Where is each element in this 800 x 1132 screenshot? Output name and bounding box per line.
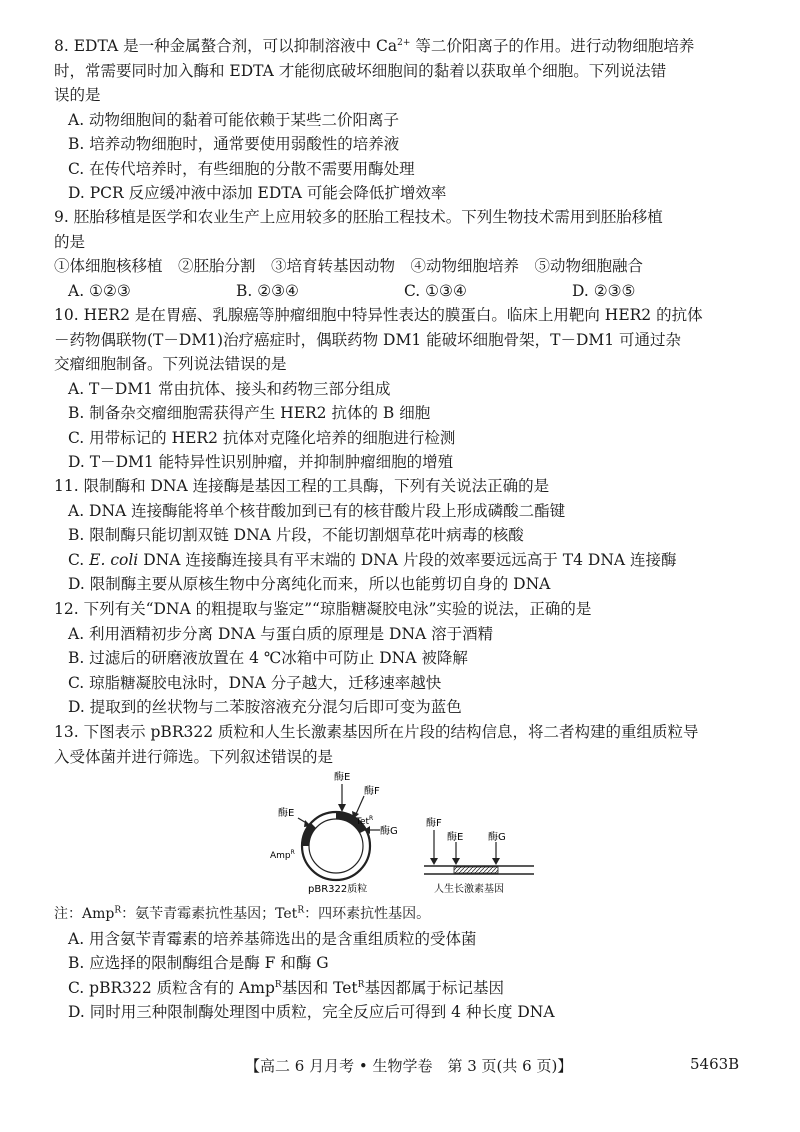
question-11 [54,474,754,597]
gene-fragment-diagram [424,816,534,895]
q8-option-b: B. 培养动物细胞时，通常要使用弱酸性的培养液 [68,135,400,153]
plasmid-diagram [270,770,398,895]
plasmid-caption: pBR322质粒 [308,884,368,895]
q12-option-d: D. 提取到的丝状物与二苯胺溶液充分混匀后即可变为蓝色 [68,698,462,716]
q12-option-b: B. 过滤后的研磨液放置在 4 ℃冰箱中可防止 DNA 被降解 [68,649,468,667]
q8-stem-line2: 时，常需要同时加入酶和 EDTA 才能彻底破坏细胞间的黏着以获取单个细胞。下列说法错 [54,61,667,80]
q13-option-c: C. pBR322 质粒含有的 Amp$^R$基因和 Tet$^R$基因都属于标记基因 [68,978,504,997]
q13-option-d: D. 同时用三种限制酶处理图中质粒，完全反应后可得到 4 种长度 DNA [68,1003,555,1021]
q10-stem-line2: －药物偶联物(T－DM1)治疗癌症时，偶联药物 DM1 能破坏细胞骨架，T－DM1 可通过杂 [54,330,682,349]
q9-option-d: D. ②③⑤ [572,281,636,300]
plasmid-figure [264,768,539,898]
q8-option-c: C. 在传代培养时，有些细胞的分散不需要用酶处理 [68,159,415,178]
q13-stem-line2: 入受体菌并进行筛选。下列叙述错误的是 [54,747,334,766]
q8-option-a: A. 动物细胞间的黏着可能依赖于某些二价阳离子 [68,110,400,129]
question-8 [54,34,754,206]
q10-stem-line3: 交瘤细胞制备。下列说法错误的是 [54,355,287,373]
q9-items: ①体细胞核移植 ②胚胎分割 ③培育转基因动物 ④动物细胞培养 ⑤动物细胞融合 [54,257,644,275]
q11-option-d: D. 限制酶主要从原核生物中分离纯化而来，所以也能剪切自身的 DNA [68,575,551,593]
label-enzyme-f-gene: 酶F [426,818,442,829]
q12-option-a: A. 利用酒精初步分离 DNA 与蛋白质的原理是 DNA 溶于酒精 [68,624,494,643]
q10-option-c: C. 用带标记的 HER2 抗体对克隆化培养的细胞进行检测 [68,428,456,447]
q8-option-d: D. PCR 反应缓冲液中添加 EDTA 可能会降低扩增效率 [68,184,447,202]
question-13 [54,720,754,769]
q11-option-a: A. DNA 连接酶能将单个核苷酸加到已有的核苷酸片段上形成磷酸二酯键 [68,501,566,520]
label-enzyme-e-top: 酶E [334,772,351,783]
question-12 [54,597,754,720]
label-enzyme-f: 酶F [364,786,380,797]
q13-option-a: A. 用含氨苄青霉素的培养基筛选出的是含重组质粒的受体菌 [68,929,477,948]
q9-options [54,279,754,304]
q13-stem-line1: 13. 下图表示 pBR322 质粒和人生长激素基因所在片段的结构信息，将二者构建的重组质粒导 [54,723,699,741]
q13-option-b: B. 应选择的限制酶组合是酶 F 和酶 G [68,954,329,972]
label-enzyme-e-gene: 酶E [447,832,464,843]
q13-note: 注：Amp$^R$：氨苄青霉素抗性基因；Tet$^R$：四环素抗性基因。 [54,905,431,922]
label-tet-resistance: Tet$^R$ [356,815,374,827]
q10-option-b: B. 制备杂交瘤细胞需获得产生 HER2 抗体的 B 细胞 [68,404,431,422]
q11-option-c: C. E. coli DNA 连接酶连接具有平末端的 DNA 片段的效率要远远高于 T4 DNA 连接酶 [68,550,677,569]
q9-option-b: B. ②③④ [236,281,299,300]
q10-option-a: A. T－DM1 常由抗体、接头和药物三部分组成 [68,379,391,398]
q10-option-d: D. T－DM1 能特异性识别肿瘤，并抑制肿瘤细胞的增殖 [68,453,454,471]
q9-option-a: A. ①②③ [68,281,131,300]
label-enzyme-g-plasmid: 酶G [380,826,398,837]
q9-option-c: C. ①③④ [404,281,467,300]
q10-stem-line1: 10. HER2 是在胃癌、乳腺癌等肿瘤细胞中特异性表达的膜蛋白。临床上用靶向 HER2 的抗体 [54,306,703,324]
question-9 [54,205,754,303]
q9-stem-line1: 9. 胚胎移植是医学和农业生产上应用较多的胚胎工程技术。下列生物技术需用到胚胎移植 [54,208,663,226]
question-10 [54,303,754,475]
footer-paper-code: 5463B [690,1055,740,1073]
q8-stem-line3: 误的是 [54,86,101,104]
q8-stem-line1: 8. EDTA 是一种金属螯合剂，可以抑制溶液中 $Ca^{2+}$ 等二价阳离子的作用。进行动物细胞培养 [54,37,695,55]
q11-stem: 11. 限制酶和 DNA 连接酶是基因工程的工具酶，下列有关说法正确的是 [54,477,550,495]
question-13-options [54,902,754,1025]
footer-page-info: 【高二 6 月月考 • 生物学卷 第 3 页(共 6 页)】 [245,1057,573,1075]
q12-stem: 12. 下列有关“DNA 的粗提取与鉴定”“琼脂糖凝胶电泳”实验的说法，正确的是 [54,600,592,618]
label-enzyme-e-left: 酶E [278,808,295,819]
q11-option-b: B. 限制酶只能切割双链 DNA 片段，不能切割烟草花叶病毒的核酸 [68,526,524,544]
hgh-gene-segment [454,867,498,873]
label-enzyme-g-gene: 酶G [488,832,506,843]
q9-stem-line2: 的是 [54,232,86,251]
q12-option-c: C. 琼脂糖凝胶电泳时，DNA 分子越大，迁移速率越快 [68,673,442,692]
label-amp-resistance: Amp$^R$ [270,849,295,861]
gene-caption: 人生长激素基因 [434,884,504,895]
